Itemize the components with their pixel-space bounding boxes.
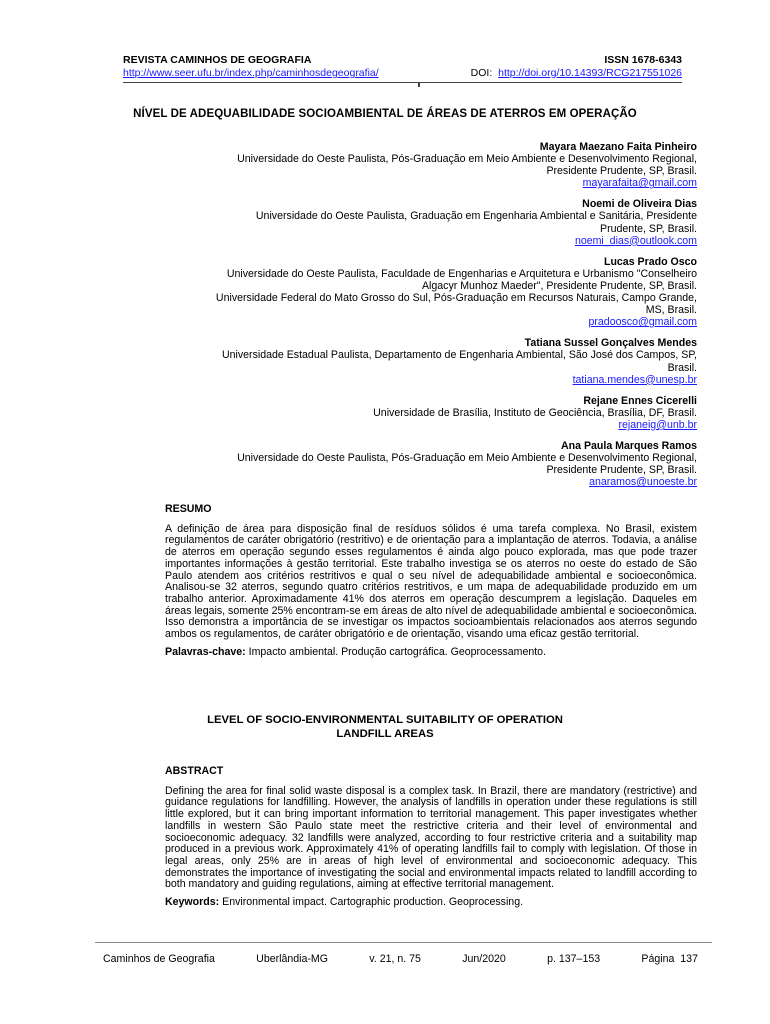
footer-pages: p. 137–153 (547, 953, 601, 965)
doi-link[interactable]: http://doi.org/10.14393/RCG217551026 (498, 67, 682, 79)
author-block (160, 337, 697, 385)
author-email-link[interactable]: pradoosco@gmail.com (588, 316, 697, 329)
author-email-link[interactable]: tatiana.mendes@unesp.br (572, 373, 697, 386)
doi-line (471, 67, 682, 80)
journal-name: REVISTA CAMINHOS DE GEOGRAFIA (123, 54, 312, 66)
author-block (160, 141, 697, 189)
footer-date: Jun/2020 (462, 953, 506, 965)
author-affiliation: Prudente, SP, Brasil. (600, 222, 697, 235)
footer-page-number: Página 137 (641, 953, 698, 965)
header-divider-mark (418, 82, 420, 87)
article-title: NÍVEL DE ADEQUABILIDADE SOCIOAMBIENTAL DE ÁREAS DE ATERROS EM OPERAÇÃO (133, 108, 637, 120)
resumo-keywords (165, 647, 697, 659)
author-affiliation: Universidade de Brasília, Instituto de Geociência, Brasília, DF, Brasil. (373, 406, 697, 419)
footer-volume: v. 21, n. 75 (369, 953, 421, 965)
page-footer (103, 953, 698, 965)
keywords-label: Keywords: (165, 896, 220, 909)
keywords-text: Environmental impact. Cartographic production. Geoprocessing. (222, 896, 524, 909)
resumo-section (165, 504, 697, 658)
abstract-heading: ABSTRACT (165, 765, 224, 777)
author-affiliation: Universidade do Oeste Paulista, Graduação em Engenharia Ambiental e Sanitária, Presidente (255, 210, 697, 223)
author-name: Mayara Maezano Faita Pinheiro (539, 141, 697, 153)
author-email-link[interactable]: anaramos@unoeste.br (589, 476, 697, 489)
doi-label: DOI: (470, 67, 493, 79)
author-name: Tatiana Sussel Gonçalves Mendes (524, 337, 697, 350)
author-name: Rejane Ennes Cicerelli (583, 394, 697, 407)
author-email-link[interactable]: rejaneig@unb.br (618, 418, 697, 431)
abstract-section (165, 766, 697, 909)
author-affiliation: MS, Brasil. (645, 304, 697, 317)
abstract-keywords (165, 897, 697, 909)
resumo-text: A definição de área para disposição final de resíduos sólidos é uma tarefa complexa. No Brasil, existem regulamentos de caráter obrigatório (restritivo) e de orientação para a implantação de aterros. Todavia, a análise de aterros em operação segundo esses regulamentos é ainda algo pouco explorada, mas que pode trazer importantes informações à gestão territorial. Este trabalho investiga se os aterros no oeste do estado de São Paulo atendem aos critérios restritivos e qual o seu nível de adequabilidade ambiental e socioeconômica. Analisou-se 32 aterros, segundo quatro critérios restritivos, e um mapa de adequabilidade produzido em um trabalho anterior. Aproximadamente 41% dos aterros em operação descumprem a legislação. Daqueles em áreas legais, somente 25% encontram-se em áreas de alto nível de adequabilidade ambiental e socioeconômica. Isso demonstra a importância de se investigar os impactos socioambientais relacionados aos aterros segundo ambos os regulamentos, de caráter obrigatório e de orientação, visando uma eficaz gestão territorial. (165, 522, 697, 641)
author-affiliation: Algacyr Munhoz Maeder", Presidente Prudente, SP, Brasil. (421, 279, 697, 292)
author-name: Ana Paula Marques Ramos (561, 439, 697, 452)
author-affiliation: Universidade Federal do Mato Grosso do Sul, Pós-Graduação em Recursos Naturais, Campo Grande, (215, 292, 697, 305)
header-divider (123, 82, 682, 83)
author-affiliation: Presidente Prudente, SP, Brasil. (546, 165, 697, 178)
author-block (160, 256, 697, 329)
author-name: Noemi de Oliveira Dias (582, 198, 697, 211)
author-block (160, 395, 697, 431)
resumo-heading: RESUMO (165, 503, 212, 515)
author-affiliation: Universidade Estadual Paulista, Departamento de Engenharia Ambiental, São José dos Campos, SP, (221, 349, 697, 362)
abstract-text: Defining the area for final solid waste disposal is a complex task. In Brazil, there are mandatory (restrictive) and guidance regulations for landfilling. However, the analysis of landfills in operation under these regulations is still little explored, but it can bring important information to territorial management. This paper investigates whether landfills in western São Paulo state meet the restrictive criteria and their level of environmental and socioeconomic adequacy. 32 landfills were analyzed, according to four restrictive criteria and a suitability map produced in a previous work. Approximately 41% of operating landfills fail to comply with legislation. Of those in legal areas, only 25% are in areas of high level of environmental and socioeconomic adequacy. This demonstrates the importance of investigating the social and environmental impacts related to landfill according to both mandatory and guiding regulations, aiming at effective territorial management. (165, 784, 697, 891)
journal-url-link[interactable]: http://www.seer.ufu.br/index.php/caminhosdegeografia/ (123, 67, 379, 79)
english-title-line: LANDFILL AREAS (336, 727, 434, 740)
author-list (160, 141, 697, 497)
author-email-link[interactable]: mayarafaita@gmail.com (582, 177, 697, 190)
keywords-text: Impacto ambiental. Produção cartográfica. Geoprocessamento. (248, 645, 547, 658)
footer-journal: Caminhos de Geografia (103, 953, 215, 965)
author-affiliation: Universidade do Oeste Paulista, Faculdade de Engenharias e Arquitetura e Urbanismo "Conselheiro (226, 267, 697, 280)
journal-header (123, 54, 682, 80)
author-affiliation: Brasil. (667, 361, 697, 374)
author-block (160, 198, 697, 246)
issn: ISSN 1678-6343 (604, 54, 682, 66)
author-affiliation: Universidade do Oeste Paulista, Pós-Graduação em Meio Ambiente e Desenvolvimento Regional, (237, 452, 697, 465)
english-title (0, 714, 770, 741)
footer-city: Uberlândia-MG (256, 953, 329, 965)
footer-divider (95, 942, 712, 943)
english-title-line: LEVEL OF SOCIO-ENVIRONMENTAL SUITABILITY OF OPERATION (207, 714, 563, 726)
author-affiliation: Universidade do Oeste Paulista, Pós-Graduação em Meio Ambiente e Desenvolvimento Regional, (237, 153, 697, 166)
author-name: Lucas Prado Osco (603, 255, 697, 268)
author-block (160, 440, 697, 488)
author-affiliation: Presidente Prudente, SP, Brasil. (546, 464, 697, 477)
author-email-link[interactable]: noemi_dias@outlook.com (574, 234, 697, 247)
keywords-label: Palavras-chave: (165, 645, 246, 658)
